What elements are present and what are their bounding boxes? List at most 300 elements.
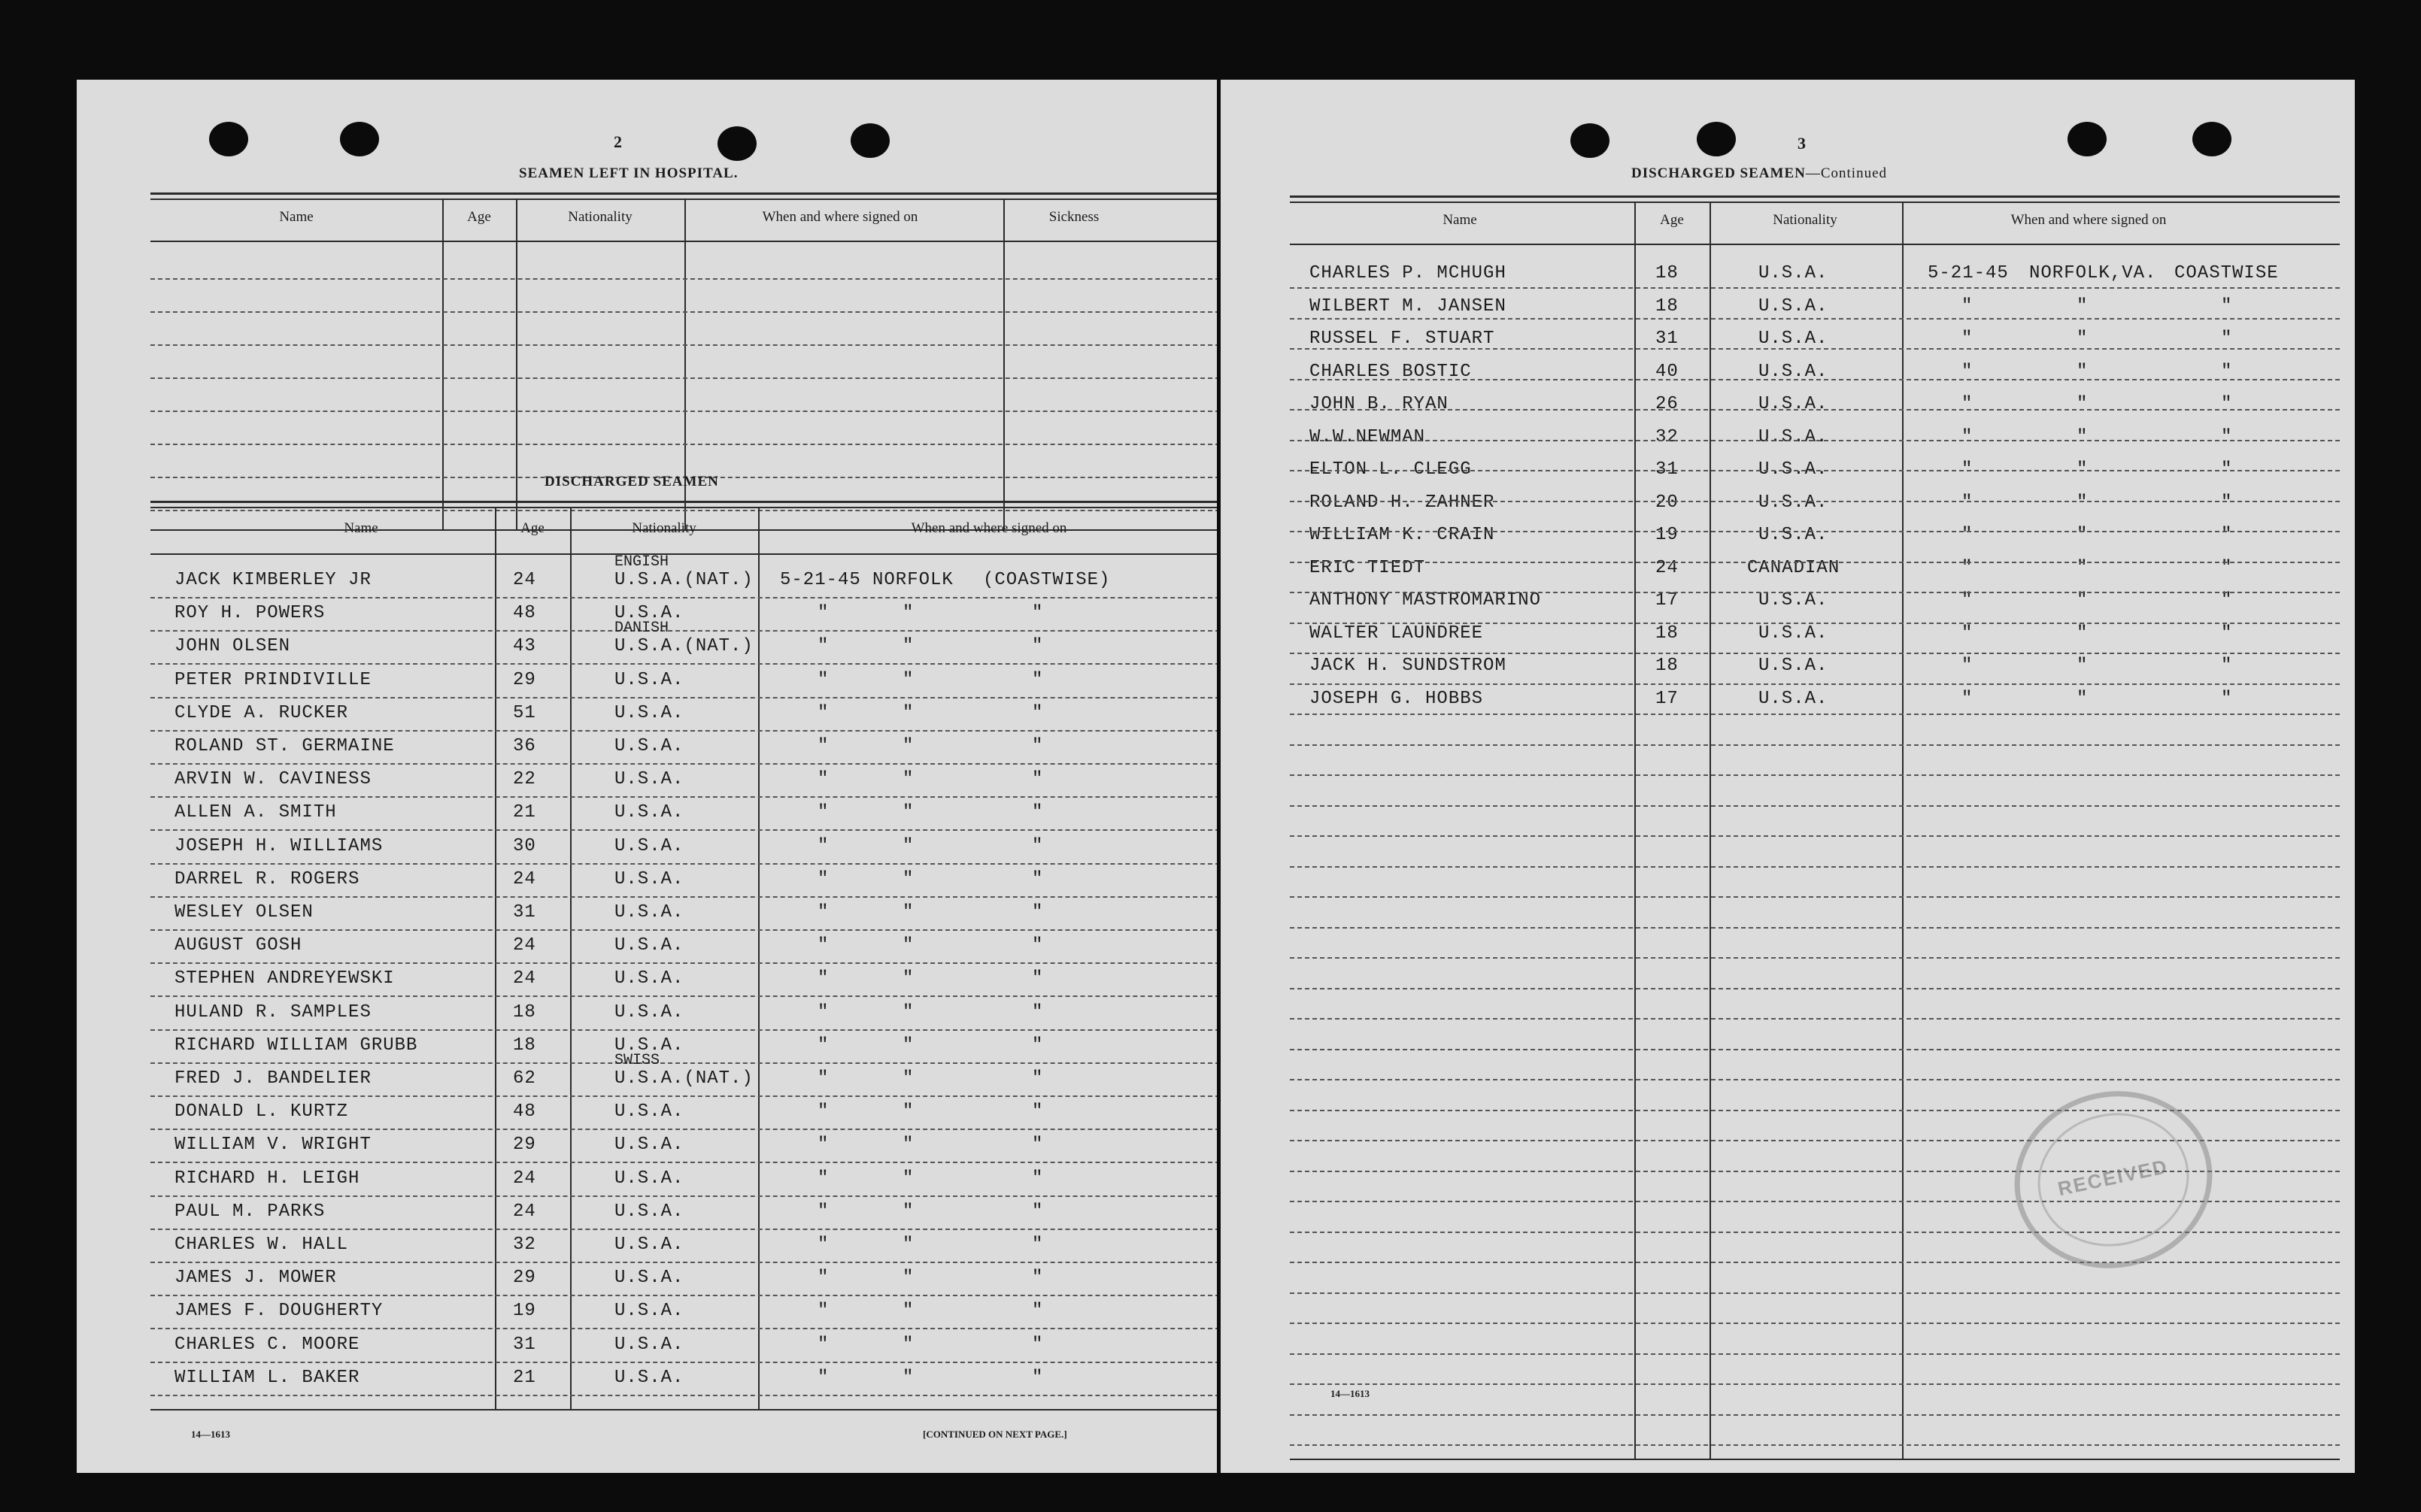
blank-row-line bbox=[150, 377, 1217, 379]
seaman-age: 24 bbox=[513, 968, 536, 989]
seaman-nationality: U.S.A. bbox=[614, 1135, 684, 1156]
row-line bbox=[1290, 287, 2340, 289]
signed-on-type: " bbox=[1032, 1235, 1044, 1255]
row-line bbox=[150, 863, 1217, 865]
seaman-nationality: U.S.A. bbox=[614, 1168, 684, 1189]
seaman-nationality: U.S.A. bbox=[614, 1001, 684, 1023]
punch-hole bbox=[851, 123, 890, 158]
signed-on-date: " bbox=[818, 1334, 830, 1355]
row-line bbox=[150, 1295, 1217, 1296]
row-line bbox=[1290, 562, 2340, 563]
signed-on-date: " bbox=[818, 935, 830, 956]
seaman-nationality: U.S.A. bbox=[1758, 590, 1828, 611]
signed-on-date: " bbox=[1961, 492, 1974, 513]
blank-row-line bbox=[150, 510, 1217, 511]
seaman-name: JACK H. SUNDSTROM bbox=[1309, 656, 1506, 676]
seaman-nationality: U.S.A. bbox=[1758, 688, 1828, 709]
blank-row-line bbox=[150, 411, 1217, 412]
seaman-age: 26 bbox=[1655, 394, 1679, 414]
signed-on-date: " bbox=[818, 1201, 830, 1222]
signed-on-type: " bbox=[2221, 688, 2233, 709]
seaman-name: ERIC TIEDT bbox=[1309, 557, 1426, 578]
signed-on-type: (COASTWISE) bbox=[983, 570, 1111, 590]
row-line bbox=[1290, 866, 2340, 868]
row-line bbox=[150, 697, 1217, 698]
seaman-age: 18 bbox=[513, 1035, 536, 1056]
seaman-age: 19 bbox=[1655, 525, 1679, 545]
signed-on-type: " bbox=[2221, 394, 2233, 414]
punch-hole bbox=[209, 122, 248, 156]
seaman-name: HULAND R. SAMPLES bbox=[174, 1001, 372, 1023]
signed-on-type: " bbox=[1032, 1068, 1044, 1089]
signed-on-place: " bbox=[903, 1201, 915, 1222]
signed-on-type: " bbox=[1032, 1334, 1044, 1355]
seaman-age: 17 bbox=[1655, 688, 1679, 709]
blank-row-line bbox=[150, 444, 1217, 445]
signed-on-date: " bbox=[1961, 623, 1974, 644]
signed-on-place: " bbox=[903, 1334, 915, 1355]
signed-on-type: " bbox=[1032, 902, 1044, 923]
row-line bbox=[1290, 927, 2340, 929]
signed-on-type: " bbox=[1032, 1001, 1044, 1023]
row-line bbox=[150, 829, 1217, 831]
signed-on-date: " bbox=[1961, 394, 1974, 414]
seaman-age: 18 bbox=[1655, 263, 1679, 283]
seaman-nationality: U.S.A. bbox=[614, 902, 684, 923]
column-header: Name bbox=[344, 520, 378, 536]
seaman-nationality: U.S.A. bbox=[614, 802, 684, 823]
seaman-name: JOSEPH G. HOBBS bbox=[1309, 688, 1484, 709]
column-divider bbox=[758, 507, 760, 1409]
signed-on-date: " bbox=[818, 902, 830, 923]
blank-row-line bbox=[150, 278, 1217, 280]
seaman-name: JOSEPH H. WILLIAMS bbox=[174, 835, 384, 856]
signed-on-place: " bbox=[903, 702, 915, 723]
signed-on-date: " bbox=[818, 636, 830, 657]
seaman-age: 21 bbox=[513, 802, 536, 823]
column-divider bbox=[516, 198, 517, 529]
seaman-age: 19 bbox=[513, 1301, 536, 1322]
row-line bbox=[150, 1262, 1217, 1263]
signed-on-date: " bbox=[818, 1001, 830, 1023]
seaman-name: WILLIAM L. BAKER bbox=[174, 1367, 360, 1388]
page-number: 2 bbox=[614, 132, 622, 151]
signed-on-date: " bbox=[1961, 361, 1974, 382]
column-header: Age bbox=[1660, 212, 1684, 228]
signed-on-date: " bbox=[818, 1035, 830, 1056]
signed-on-place: " bbox=[903, 669, 915, 690]
punch-hole bbox=[2192, 122, 2231, 156]
row-line bbox=[1290, 592, 2340, 593]
signed-on-date: " bbox=[818, 1168, 830, 1189]
seaman-nationality: U.S.A. bbox=[614, 1235, 684, 1255]
signed-on-date: " bbox=[1961, 656, 1974, 676]
row-line bbox=[1290, 501, 2340, 502]
column-header: Nationality bbox=[568, 209, 633, 225]
row-line bbox=[150, 1162, 1217, 1163]
seaman-age: 24 bbox=[513, 1168, 536, 1189]
row-line bbox=[1290, 409, 2340, 411]
seaman-age: 18 bbox=[1655, 656, 1679, 676]
signed-on-type: " bbox=[1032, 702, 1044, 723]
column-header: Nationality bbox=[1773, 212, 1837, 228]
seaman-name: DONALD L. KURTZ bbox=[174, 1101, 349, 1123]
signed-on-type: " bbox=[2221, 329, 2233, 349]
seaman-nationality: U.S.A. bbox=[614, 1201, 684, 1222]
seaman-age: 40 bbox=[1655, 361, 1679, 382]
row-line bbox=[1290, 1018, 2340, 1020]
seaman-age: 43 bbox=[513, 636, 536, 657]
signed-on-date: " bbox=[818, 1235, 830, 1255]
signed-on-place: " bbox=[903, 1235, 915, 1255]
seaman-nationality: CANADIAN bbox=[1747, 557, 1840, 578]
signed-on-date: " bbox=[818, 1301, 830, 1322]
signed-on-date: " bbox=[818, 702, 830, 723]
seaman-name: RICHARD WILLIAM GRUBB bbox=[174, 1035, 418, 1056]
signed-on-type: " bbox=[1032, 968, 1044, 989]
table-rule bbox=[150, 192, 1217, 195]
seaman-nationality: U.S.A. bbox=[614, 1035, 684, 1056]
row-line bbox=[1290, 1079, 2340, 1080]
signed-on-type: " bbox=[1032, 802, 1044, 823]
seaman-nationality: U.S.A. bbox=[614, 669, 684, 690]
column-divider bbox=[1902, 201, 1904, 1460]
seaman-nationality: U.S.A. bbox=[1758, 426, 1828, 447]
seaman-age: 32 bbox=[513, 1235, 536, 1255]
seaman-age: 29 bbox=[513, 669, 536, 690]
seaman-name: ARVIN W. CAVINESS bbox=[174, 769, 372, 790]
table-rule bbox=[1290, 1459, 2340, 1460]
row-line bbox=[1290, 835, 2340, 837]
signed-on-date: " bbox=[818, 868, 830, 889]
seaman-name: ALLEN A. SMITH bbox=[174, 802, 337, 823]
signed-on-date: 5-21-45 bbox=[780, 570, 861, 590]
seaman-nationality: U.S.A. bbox=[614, 968, 684, 989]
row-line bbox=[150, 1328, 1217, 1329]
signed-on-place: " bbox=[903, 736, 915, 756]
row-line bbox=[1290, 440, 2340, 441]
seaman-age: 51 bbox=[513, 702, 536, 723]
blank-row-line bbox=[150, 344, 1217, 346]
signed-on-type: " bbox=[2221, 623, 2233, 644]
column-header: Age bbox=[520, 520, 545, 536]
signed-on-place: " bbox=[2077, 329, 2089, 349]
signed-on-date: " bbox=[818, 736, 830, 756]
signed-on-place: " bbox=[2077, 525, 2089, 545]
seaman-name: WILLIAM V. WRIGHT bbox=[174, 1135, 372, 1156]
signed-on-place: " bbox=[903, 1101, 915, 1123]
seaman-nationality: U.S.A. bbox=[1758, 525, 1828, 545]
row-line bbox=[150, 1062, 1217, 1064]
seaman-nationality: U.S.A. bbox=[1758, 623, 1828, 644]
row-line bbox=[1290, 1444, 2340, 1446]
signed-on-type: " bbox=[1032, 1301, 1044, 1322]
seaman-nationality: U.S.A. bbox=[1758, 263, 1828, 283]
signed-on-type: " bbox=[1032, 1367, 1044, 1388]
row-line bbox=[1290, 896, 2340, 898]
seaman-nationality: U.S.A. bbox=[614, 769, 684, 790]
table-rule bbox=[1290, 201, 2340, 203]
signed-on-place: " bbox=[903, 868, 915, 889]
signed-on-date: " bbox=[818, 1367, 830, 1388]
nationality-note: SWISS bbox=[614, 1052, 660, 1069]
row-line bbox=[150, 1362, 1217, 1363]
signed-on-date: " bbox=[818, 968, 830, 989]
seaman-age: 31 bbox=[513, 1334, 536, 1355]
signed-on-place: " bbox=[2077, 590, 2089, 611]
form-number: 14—1613 bbox=[191, 1429, 230, 1440]
signed-on-place: " bbox=[903, 1001, 915, 1023]
seaman-name: ROLAND H. ZAHNER bbox=[1309, 492, 1495, 513]
table-rule bbox=[150, 1409, 1217, 1410]
row-line bbox=[1290, 348, 2340, 350]
row-line bbox=[150, 1395, 1217, 1396]
row-line bbox=[1290, 957, 2340, 959]
row-line bbox=[1290, 744, 2340, 746]
row-line bbox=[1290, 1414, 2340, 1416]
seaman-name: ROY H. POWERS bbox=[174, 603, 326, 624]
seaman-nationality: U.S.A. bbox=[614, 702, 684, 723]
seaman-age: 48 bbox=[513, 1101, 536, 1123]
signed-on-place: " bbox=[903, 1301, 915, 1322]
nationality-note: ENGISH bbox=[614, 553, 669, 571]
column-divider bbox=[442, 198, 444, 529]
signed-on-type: " bbox=[2221, 656, 2233, 676]
signed-on-type: " bbox=[1032, 1168, 1044, 1189]
row-line bbox=[1290, 318, 2340, 320]
signed-on-type: " bbox=[2221, 492, 2233, 513]
table-rule bbox=[150, 507, 1217, 508]
row-line bbox=[1290, 1383, 2340, 1385]
seaman-nationality: U.S.A. bbox=[1758, 361, 1828, 382]
signed-on-type: " bbox=[1032, 603, 1044, 624]
column-divider bbox=[570, 507, 572, 1409]
signed-on-place: " bbox=[903, 902, 915, 923]
signed-on-date: " bbox=[1961, 329, 1974, 349]
seaman-age: 62 bbox=[513, 1068, 536, 1089]
signed-on-place: " bbox=[903, 968, 915, 989]
signed-on-place: " bbox=[2077, 688, 2089, 709]
signed-on-place: " bbox=[903, 1035, 915, 1056]
signed-on-type: " bbox=[1032, 935, 1044, 956]
signed-on-type: " bbox=[1032, 1268, 1044, 1289]
signed-on-type: " bbox=[1032, 1135, 1044, 1156]
signed-on-place: " bbox=[903, 835, 915, 856]
row-line bbox=[150, 1095, 1217, 1097]
header-rule bbox=[150, 553, 1217, 555]
punch-hole bbox=[2068, 122, 2107, 156]
row-line bbox=[1290, 1292, 2340, 1294]
hospital-section-title: SEAMEN LEFT IN HOSPITAL. bbox=[519, 165, 739, 181]
row-line bbox=[150, 663, 1217, 665]
form-number: 14—1613 bbox=[1330, 1388, 1370, 1399]
row-line bbox=[150, 896, 1217, 898]
signed-on-place: " bbox=[2077, 623, 2089, 644]
seaman-name: WILBERT M. JANSEN bbox=[1309, 295, 1506, 317]
column-divider bbox=[1710, 201, 1711, 1460]
row-line bbox=[150, 1129, 1217, 1130]
seaman-nationality: U.S.A. bbox=[614, 1268, 684, 1289]
seaman-age: 48 bbox=[513, 603, 536, 624]
row-line bbox=[150, 929, 1217, 931]
punch-hole bbox=[718, 126, 757, 161]
signed-on-type: " bbox=[2221, 295, 2233, 317]
column-divider bbox=[495, 507, 496, 1409]
seaman-name: RICHARD H. LEIGH bbox=[174, 1168, 360, 1189]
row-line bbox=[150, 763, 1217, 765]
seaman-nationality: U.S.A. bbox=[1758, 295, 1828, 317]
seaman-nationality: U.S.A. bbox=[614, 868, 684, 889]
column-header: Name bbox=[279, 209, 314, 225]
seaman-age: 21 bbox=[513, 1367, 536, 1388]
seaman-nationality: U.S.A. bbox=[614, 1101, 684, 1123]
seaman-name: ELTON L. CLEGG bbox=[1309, 459, 1472, 480]
column-header: Name bbox=[1443, 212, 1477, 228]
section-title: DISCHARGED SEAMEN—Continued bbox=[1631, 165, 1888, 181]
seaman-nationality: U.S.A.(NAT.) bbox=[614, 570, 754, 590]
seaman-name: WESLEY OLSEN bbox=[174, 902, 314, 923]
column-header: Nationality bbox=[632, 520, 696, 536]
row-line bbox=[150, 1195, 1217, 1197]
seaman-age: 31 bbox=[513, 902, 536, 923]
signed-on-type: " bbox=[1032, 669, 1044, 690]
seaman-age: 22 bbox=[513, 769, 536, 790]
signed-on-type: " bbox=[2221, 426, 2233, 447]
seaman-nationality: U.S.A.(NAT.) bbox=[614, 636, 754, 657]
seaman-nationality: U.S.A. bbox=[614, 1334, 684, 1355]
header-rule bbox=[150, 241, 1217, 242]
row-line bbox=[150, 796, 1217, 798]
seaman-name: CHARLES C. MOORE bbox=[174, 1334, 360, 1355]
signed-on-date: " bbox=[818, 1068, 830, 1089]
seaman-name: CLYDE A. RUCKER bbox=[174, 702, 349, 723]
signed-on-date: " bbox=[1961, 426, 1974, 447]
seaman-nationality: U.S.A. bbox=[1758, 492, 1828, 513]
signed-on-date: " bbox=[818, 669, 830, 690]
seaman-nationality: U.S.A. bbox=[614, 736, 684, 756]
row-line bbox=[150, 1229, 1217, 1230]
signed-on-place: " bbox=[903, 636, 915, 657]
signed-on-place: NORFOLK bbox=[872, 570, 954, 590]
seaman-name: CHARLES W. HALL bbox=[174, 1235, 349, 1255]
signed-on-date: " bbox=[1961, 459, 1974, 480]
row-line bbox=[1290, 988, 2340, 989]
seaman-name: AUGUST GOSH bbox=[174, 935, 302, 956]
row-line bbox=[1290, 1110, 2340, 1111]
seaman-age: 30 bbox=[513, 835, 536, 856]
header-rule bbox=[1290, 244, 2340, 245]
seaman-name: JAMES F. DOUGHERTY bbox=[174, 1301, 384, 1322]
row-line bbox=[1290, 714, 2340, 715]
seaman-nationality: U.S.A. bbox=[614, 1367, 684, 1388]
table-rule bbox=[150, 501, 1217, 503]
seaman-age: 24 bbox=[1655, 557, 1679, 578]
signed-on-type: " bbox=[2221, 361, 2233, 382]
seaman-name: STEPHEN ANDREYEWSKI bbox=[174, 968, 395, 989]
seaman-age: 24 bbox=[513, 935, 536, 956]
seaman-name: FRED J. BANDELIER bbox=[174, 1068, 372, 1089]
column-header: When and where signed on bbox=[2010, 212, 2167, 228]
seaman-nationality: U.S.A. bbox=[1758, 656, 1828, 676]
row-line bbox=[1290, 1323, 2340, 1324]
signed-on-place: " bbox=[2077, 557, 2089, 578]
signed-on-type: " bbox=[2221, 525, 2233, 545]
seaman-name: JAMES J. MOWER bbox=[174, 1268, 337, 1289]
seaman-age: 18 bbox=[513, 1001, 536, 1023]
signed-on-date: " bbox=[818, 1101, 830, 1123]
seaman-age: 20 bbox=[1655, 492, 1679, 513]
table-rule bbox=[1290, 195, 2340, 198]
signed-on-place: " bbox=[903, 802, 915, 823]
seaman-name: PETER PRINDIVILLE bbox=[174, 669, 372, 690]
punch-hole bbox=[1697, 122, 1736, 156]
row-line bbox=[1290, 1049, 2340, 1050]
signed-on-type: " bbox=[1032, 1101, 1044, 1123]
signed-on-type: " bbox=[1032, 636, 1044, 657]
seaman-name: JOHN B. RYAN bbox=[1309, 394, 1449, 414]
signed-on-place: " bbox=[903, 1068, 915, 1089]
seaman-name: JOHN OLSEN bbox=[174, 636, 291, 657]
signed-on-date: " bbox=[818, 802, 830, 823]
seaman-name: WILLIAM K. CRAIN bbox=[1309, 525, 1495, 545]
seaman-name: CHARLES BOSTIC bbox=[1309, 361, 1472, 382]
signed-on-date: " bbox=[1961, 295, 1974, 317]
row-line bbox=[1290, 623, 2340, 624]
nationality-note: DANISH bbox=[614, 620, 669, 638]
row-line bbox=[150, 597, 1217, 598]
row-line bbox=[1290, 774, 2340, 776]
signed-on-type: " bbox=[1032, 769, 1044, 790]
signed-on-date: 5-21-45 bbox=[1928, 263, 2009, 283]
row-line bbox=[1290, 653, 2340, 654]
punch-hole bbox=[1570, 123, 1609, 158]
row-line bbox=[1290, 531, 2340, 532]
column-header: When and where signed on bbox=[911, 520, 1067, 536]
seaman-name: CHARLES P. MCHUGH bbox=[1309, 263, 1506, 283]
column-header: When and where signed on bbox=[762, 209, 918, 225]
seaman-nationality: U.S.A.(NAT.) bbox=[614, 1068, 754, 1089]
column-divider bbox=[1003, 198, 1005, 529]
table-rule bbox=[150, 198, 1217, 200]
row-line bbox=[1290, 1262, 2340, 1263]
signed-on-place: " bbox=[903, 603, 915, 624]
seaman-nationality: U.S.A. bbox=[614, 1301, 684, 1322]
seaman-age: 24 bbox=[513, 1201, 536, 1222]
punch-hole bbox=[340, 122, 379, 156]
signed-on-date: " bbox=[818, 603, 830, 624]
column-header: Age bbox=[467, 209, 491, 225]
seaman-age: 18 bbox=[1655, 623, 1679, 644]
row-line bbox=[150, 630, 1217, 632]
seaman-nationality: U.S.A. bbox=[1758, 394, 1828, 414]
row-line bbox=[1290, 683, 2340, 685]
signed-on-place: " bbox=[903, 1168, 915, 1189]
blank-row-line bbox=[150, 311, 1217, 313]
row-line bbox=[150, 962, 1217, 964]
signed-on-date: " bbox=[818, 1135, 830, 1156]
column-header: Sickness bbox=[1048, 209, 1100, 225]
seaman-name: ANTHONY MASTROMARINO bbox=[1309, 590, 1542, 611]
signed-on-date: " bbox=[1961, 557, 1974, 578]
signed-on-place: " bbox=[2077, 426, 2089, 447]
signed-on-type: " bbox=[1032, 868, 1044, 889]
seaman-age: 29 bbox=[513, 1135, 536, 1156]
signed-on-date: " bbox=[818, 835, 830, 856]
signed-on-type: " bbox=[1032, 835, 1044, 856]
signed-on-type: " bbox=[1032, 1201, 1044, 1222]
seaman-age: 31 bbox=[1655, 329, 1679, 349]
seaman-name: ROLAND ST. GERMAINE bbox=[174, 736, 395, 756]
